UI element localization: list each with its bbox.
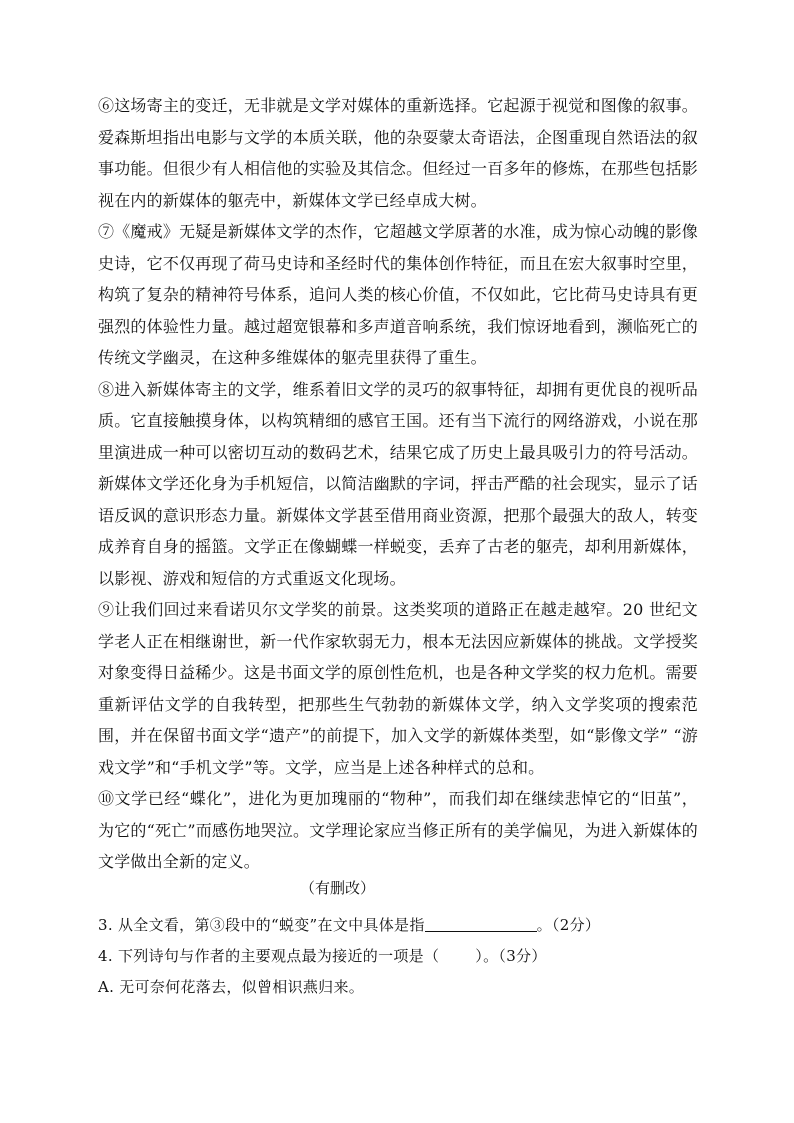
paragraph-6: ⑥这场寄主的变迁，无非就是文学对媒体的重新选择。它起源于视觉和图像的叙事。爱森斯坦指出电影与文学的本质关联，他的杂耍蒙太奇语法，企图重现自然语法的叙事功能。但很少有人相信他的实验及其信念。但经过一百多年的修炼，在那些包括影视在内的新媒体的躯壳中，新媒体文学已经卓成大树。 [98,96,698,210]
question-3-points: 。（2分） [536,916,601,934]
option-a: A. 无可奈何花落去，似曾相识燕归来。 [98,978,365,996]
paragraph-9: ⑨让我们回过来看诺贝尔文学奖的前景。这类奖项的道路正在越走越窄。20 世纪文学老人正在相继谢世，新一代作家软弱无力，根本无法因应新媒体的挑战。文学授奖对象变得日益稀少。这是书面文学的原创性危机，也是各种文学奖的权力危机。需要重新评估文学的自我转型，把那些生气勃勃的新媒体文学，纳入文学奖项的搜索范围，并在保留书面文学“遗产”的前提下，加入文学的新媒体类型，如“影像文学” “游戏文学”和“手机文学”等。文学，应当是上述各种样式的总和。 [98,600,698,777]
question-3-text: 3. 从全文看，第③段中的“蜕变”在文中具体是指 [98,916,425,934]
question-4-points: ）。（3分） [475,947,547,965]
paragraph-8: ⑧进入新媒体寄主的文学，维系着旧文学的灵巧的叙事特征，却拥有更优良的视听品质。它直接触摸身体，以构筑精细的感官王国。还有当下流行的网络游戏，小说在那里演进成一种可以密切互动的数码艺术，结果它成了历史上最具吸引力的符号活动。新媒体文学还化身为手机短信，以简洁幽默的字词，抨击严酷的社会现实，显示了话语反讽的意识形态力量。新媒体文学甚至借用商业资源，把那个最强大的敌人，转变成养育自身的摇篮。文学正在像蝴蝶一样蜕变，丢弃了古老的躯壳，却利用新媒体，以影视、游戏和短信的方式重返文化现场。 [98,379,698,588]
abridged-note: （有删改） [300,879,376,897]
paragraph-10: ⑩文学已经“蝶化”，进化为更加瑰丽的“物种”，而我们却在继续悲悼它的“旧茧”，为它的“死亡”而感伤地哭泣。文学理论家应当修正所有的美学偏见，为进入新媒体的文学做出全新的定义。 [98,789,698,871]
article-body [98,90,698,878]
answer-blank[interactable] [425,915,537,932]
question-4 [98,941,698,972]
question-4-text: 4. 下列诗句与作者的主要观点最为接近的一项是（ [98,947,440,965]
question-3 [98,910,698,941]
paragraph-7: ⑦《魔戒》无疑是新媒体文学的杰作，它超越文学原著的水准，成为惊心动魄的影像史诗，它不仅再现了荷马史诗和圣经时代的集体创作特征，而且在宏大叙事时空里，构筑了复杂的精神符号体系，追问人类的核心价值，不仅如此，它比荷马史诗具有更强烈的体验性力量。越过超宽银幕和多声道音响系统，我们惊讶地看到，濒临死亡的传统文学幽灵，在这种多维媒体的躯壳里获得了重生。 [98,222,698,367]
questions-section [98,910,698,1003]
